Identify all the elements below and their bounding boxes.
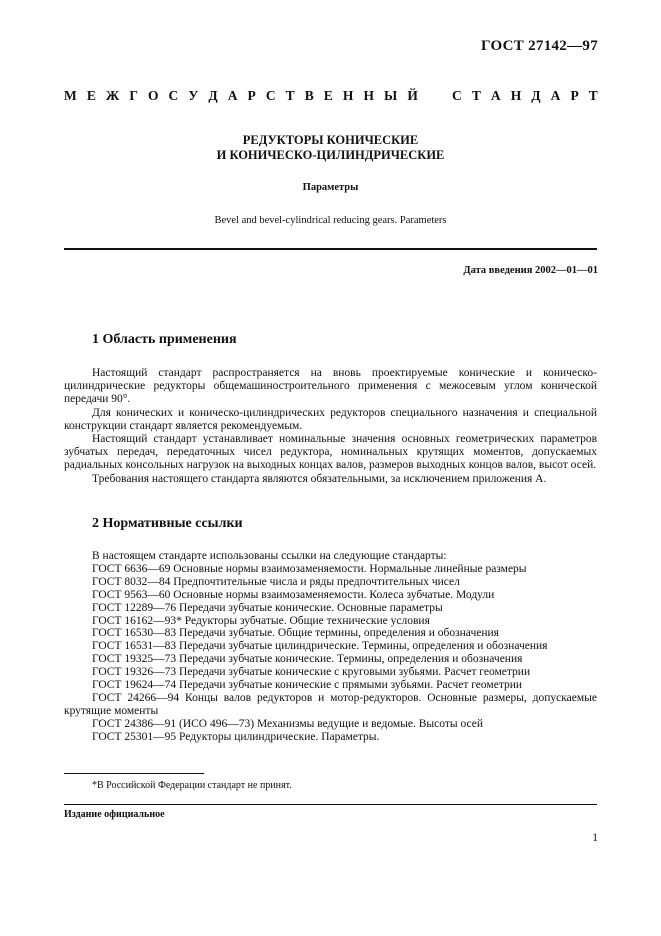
banner-letter: Р	[570, 88, 579, 103]
page-number: 1	[592, 832, 598, 844]
title-line-1: РЕДУКТОРЫ КОНИЧЕСКИЕ	[242, 133, 419, 147]
footer-divider	[64, 804, 597, 805]
paragraph: Требования настоящего стандарта являются обязательными, за исключением приложения А.	[92, 472, 547, 485]
reference-item: ГОСТ 9563—60 Основные нормы взаимозаменяемости. Колеса зубчатые. Модули	[92, 588, 495, 601]
introduction-date: Дата введения 2002—01—01	[463, 265, 598, 276]
banner-letter: А	[550, 88, 561, 103]
banner-letter: Н	[363, 88, 374, 103]
reference-item: ГОСТ 24266—94 Концы валов редукторов и мотор-редукторов. Основные размеры, допускаемые крутящие моменты	[64, 691, 597, 717]
paragraph: Настоящий стандарт устанавливает номинальные значения основных геометрических параметров зубчатых передач, передаточных чисел редуктора, номинальных крутящих моментов, допускаемых радиальных консольных нагрузок на выходных концах валов, размеров выходных концов валов, высот осей.	[64, 433, 597, 472]
banner-letter: Й	[407, 88, 418, 103]
section-1-body	[64, 367, 597, 486]
document-title	[0, 133, 661, 163]
banner-letter: С	[168, 88, 179, 103]
official-edition-label: Издание официальное	[64, 809, 165, 820]
banner-letter: А	[227, 88, 238, 103]
footnote: *В Российской Федерации стандарт не принят.	[92, 780, 292, 791]
banner-letter: Ж	[105, 88, 120, 103]
section-2-heading: 2 Нормативные ссылки	[92, 516, 243, 531]
reference-item: ГОСТ 12289—76 Передачи зубчатые конические. Основные параметры	[92, 601, 443, 614]
banner-letter: О	[147, 88, 159, 103]
banner-letter: Т	[588, 88, 598, 103]
banner-letter: Е	[323, 88, 333, 103]
banner-letter: Е	[86, 88, 96, 103]
banner-letter: Г	[129, 88, 138, 103]
banner-letter: Д	[531, 88, 541, 103]
banner-letter: Д	[208, 88, 218, 103]
banner-letter: В	[304, 88, 314, 103]
reference-item: ГОСТ 16531—83 Передачи зубчатые цилиндрические. Термины, определения и обозначения	[92, 640, 548, 653]
reference-item: ГОСТ 6636—69 Основные нормы взаимозаменяемости. Нормальные линейные размеры	[92, 562, 527, 575]
paragraph: Настоящий стандарт распространяется на вновь проектируемые конические и коническо-цилиндрические редукторы общемашиностроительного применения с межосевым углом конической передачи 90°.	[64, 367, 597, 406]
banner-letter: А	[490, 88, 501, 103]
interstate-standard-banner	[64, 88, 598, 104]
paragraph: Для конических и коническо-цилиндрических редукторов специального назначения и специальной конструкции стандарт является рекомендуемым.	[64, 406, 597, 432]
banner-letter: Ы	[384, 88, 398, 103]
header-divider	[64, 248, 597, 250]
banner-letter: С	[265, 88, 276, 103]
reference-item: ГОСТ 8032—84 Предпочтительные числа и ряды предпочтительных чисел	[92, 575, 460, 588]
banner-letter: М	[64, 88, 77, 103]
reference-item: ГОСТ 25301—95 Редукторы цилиндрические. Параметры.	[92, 730, 380, 743]
banner-letter: Н	[342, 88, 354, 103]
banner-letter: Р	[247, 88, 256, 103]
banner-letter: Т	[471, 88, 481, 103]
banner-word-gap	[428, 88, 442, 104]
document-subtitle: Параметры	[302, 182, 359, 193]
title-line-2: И КОНИЧЕСКО-ЦИЛИНДРИЧЕСКИЕ	[216, 148, 445, 162]
document-number: ГОСТ 27142—97	[480, 38, 598, 54]
banner-letter: У	[188, 88, 199, 103]
banner-letter: С	[452, 88, 462, 103]
reference-item: ГОСТ 24386—91 (ИСО 496—73) Механизмы ведущие и ведомые. Высоты осей	[92, 717, 483, 730]
references-list	[64, 550, 597, 744]
reference-item: ГОСТ 19326—73 Передачи зубчатые конические с круговыми зубьями. Расчет геометрии	[92, 666, 531, 679]
banner-letter: Н	[510, 88, 522, 103]
banner-letter: Т	[285, 88, 295, 103]
english-title: Bevel and bevel-cylindrical reducing gears. Parameters	[214, 215, 447, 226]
reference-item: ГОСТ 19325—73 Передачи зубчатые конические. Термины, определения и обозначения	[92, 653, 523, 666]
reference-item: ГОСТ 19624—74 Передачи зубчатые конические с прямыми зубьями. Расчет геометрии	[92, 679, 523, 692]
section-1-heading: 1 Область применения	[92, 332, 237, 347]
reference-item: ГОСТ 16530—83 Передачи зубчатые. Общие термины, определения и обозначения	[92, 627, 499, 640]
footnote-divider	[64, 773, 204, 774]
references-intro: В настоящем стандарте использованы ссылки на следующие стандарты:	[92, 550, 447, 562]
reference-item: ГОСТ 16162—93* Редукторы зубчатые. Общие технические условия	[92, 614, 430, 627]
